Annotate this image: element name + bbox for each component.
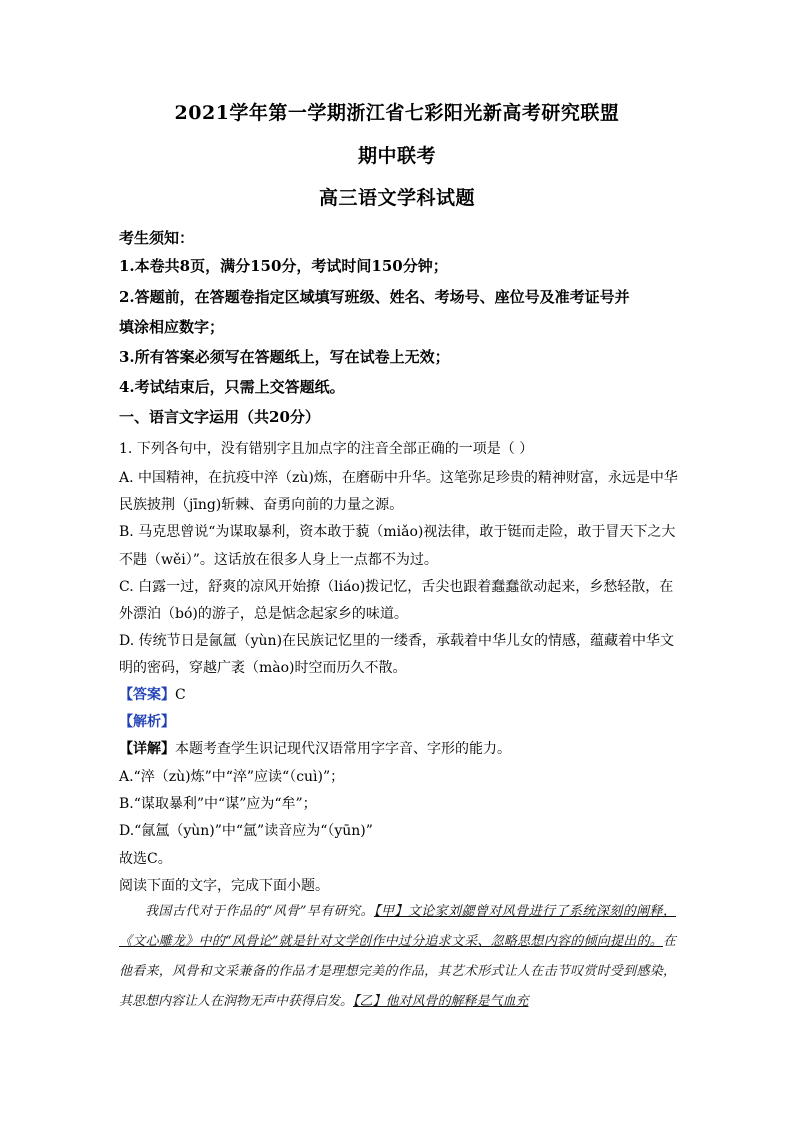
detail-text: 本题考查学生识记现代汉语常用字字音、字形的能力。: [175, 741, 511, 757]
detail-label: 【详解】: [119, 741, 175, 757]
question-stem: 1. 下列各句中，没有错别字且加点字的注音全部正确的一项是（ ）: [119, 441, 534, 457]
section-heading: 一、语言文字运用（共20分）: [119, 408, 320, 426]
passage-paragraph: [119, 897, 676, 1017]
question-option: C. 白露一过，舒爽的凉风开始撩（liáo)拨记忆，舌尖也跟着蠢蠢欲动起来，乡愁轻散，在: [119, 579, 674, 595]
notice-item: 4.考试结束后，只需上交答题纸。: [119, 378, 345, 396]
passage-sentence: 在他看来，风骨和文采兼备的作品才是理想完美的作品，其艺术形式让人在击节叹赏时受到感染，其思想内容让人在润物无声中获得启发。: [119, 934, 676, 1009]
passage-underlined-yi: 【乙】他对风骨的解释是气血充: [353, 994, 529, 1009]
answer-line: [119, 684, 186, 704]
conclusion: 故选C。: [119, 851, 172, 867]
question-option: B. 马克思曾说“为谋取暴利，资本敢于藐（miǎo)视法律，敢于铤而走险，敢于冒天下之大: [119, 524, 676, 540]
notice-heading: 考生须知：: [119, 229, 195, 247]
explanation-line: A.“淬（zù)炼”中“淬”应读“（cuì)”；: [119, 769, 345, 785]
analysis-line: [119, 711, 175, 731]
notice-item: 3.所有答案必须写在答题纸上，写在试卷上无效；: [119, 348, 450, 366]
detail-line: [119, 738, 511, 758]
reading-intro: 阅读下面的文字，完成下面小题。: [119, 878, 329, 894]
notice-item: 2.答题前，在答题卷指定区域填写班级、姓名、考场号、座位号及准考证号并: [119, 288, 630, 306]
subject-title: 高三语文学科试题: [318, 187, 475, 209]
question-option: 不韪（wěi）”。这话放在很多人身上一点都不为过。: [119, 552, 438, 568]
exam-title: 2021学年第一学期浙江省七彩阳光新高考研究联盟: [174, 102, 620, 124]
explanation-line: D.“氤氲（yùn)”中“氲”读音应为“（yūn)”: [119, 823, 373, 839]
question-option: A. 中国精神，在抗疫中淬（zù)炼，在磨砺中升华。这笔弥足珍贵的精神财富，永远是中华: [119, 470, 678, 486]
exam-subtitle: 期中联考: [357, 145, 436, 167]
notice-item: 1.本卷共8页，满分150分，考试时间150分钟；: [119, 257, 448, 275]
passage-underlined-jia: 【甲】文论家刘勰曾对风骨进行了系统深刻的阐释，《文心雕龙》中的“风骨论”就是针对文学创作中过分追求文采、忽略思想内容的倾向提出的。: [119, 904, 676, 949]
notice-item: 填涂相应数字；: [119, 318, 225, 336]
question-option: 明的密码，穿越广袤（mào)时空而历久不散。: [119, 660, 407, 676]
reading-passage: [119, 897, 676, 1017]
passage-sentence: 我国古代对于作品的“风骨”早有研究。: [145, 904, 375, 919]
analysis-label: 【解析】: [119, 714, 175, 730]
answer-label: 【答案】: [119, 687, 175, 703]
question-option: 外漂泊（bó)的游子，总是惦念起家乡的味道。: [119, 606, 408, 622]
explanation-line: B.“谋取暴利”中“谋”应为“牟”；: [119, 796, 317, 812]
question-option: D. 传统节日是氤氲（yùn)在民族记忆里的一缕香，承载着中华儿女的情感，蕴藏着中华文: [119, 633, 675, 649]
answer-value: C: [175, 687, 186, 703]
question-option: 民族披荆（jīng)斩棘、奋勇向前的力量之源。: [119, 497, 404, 513]
